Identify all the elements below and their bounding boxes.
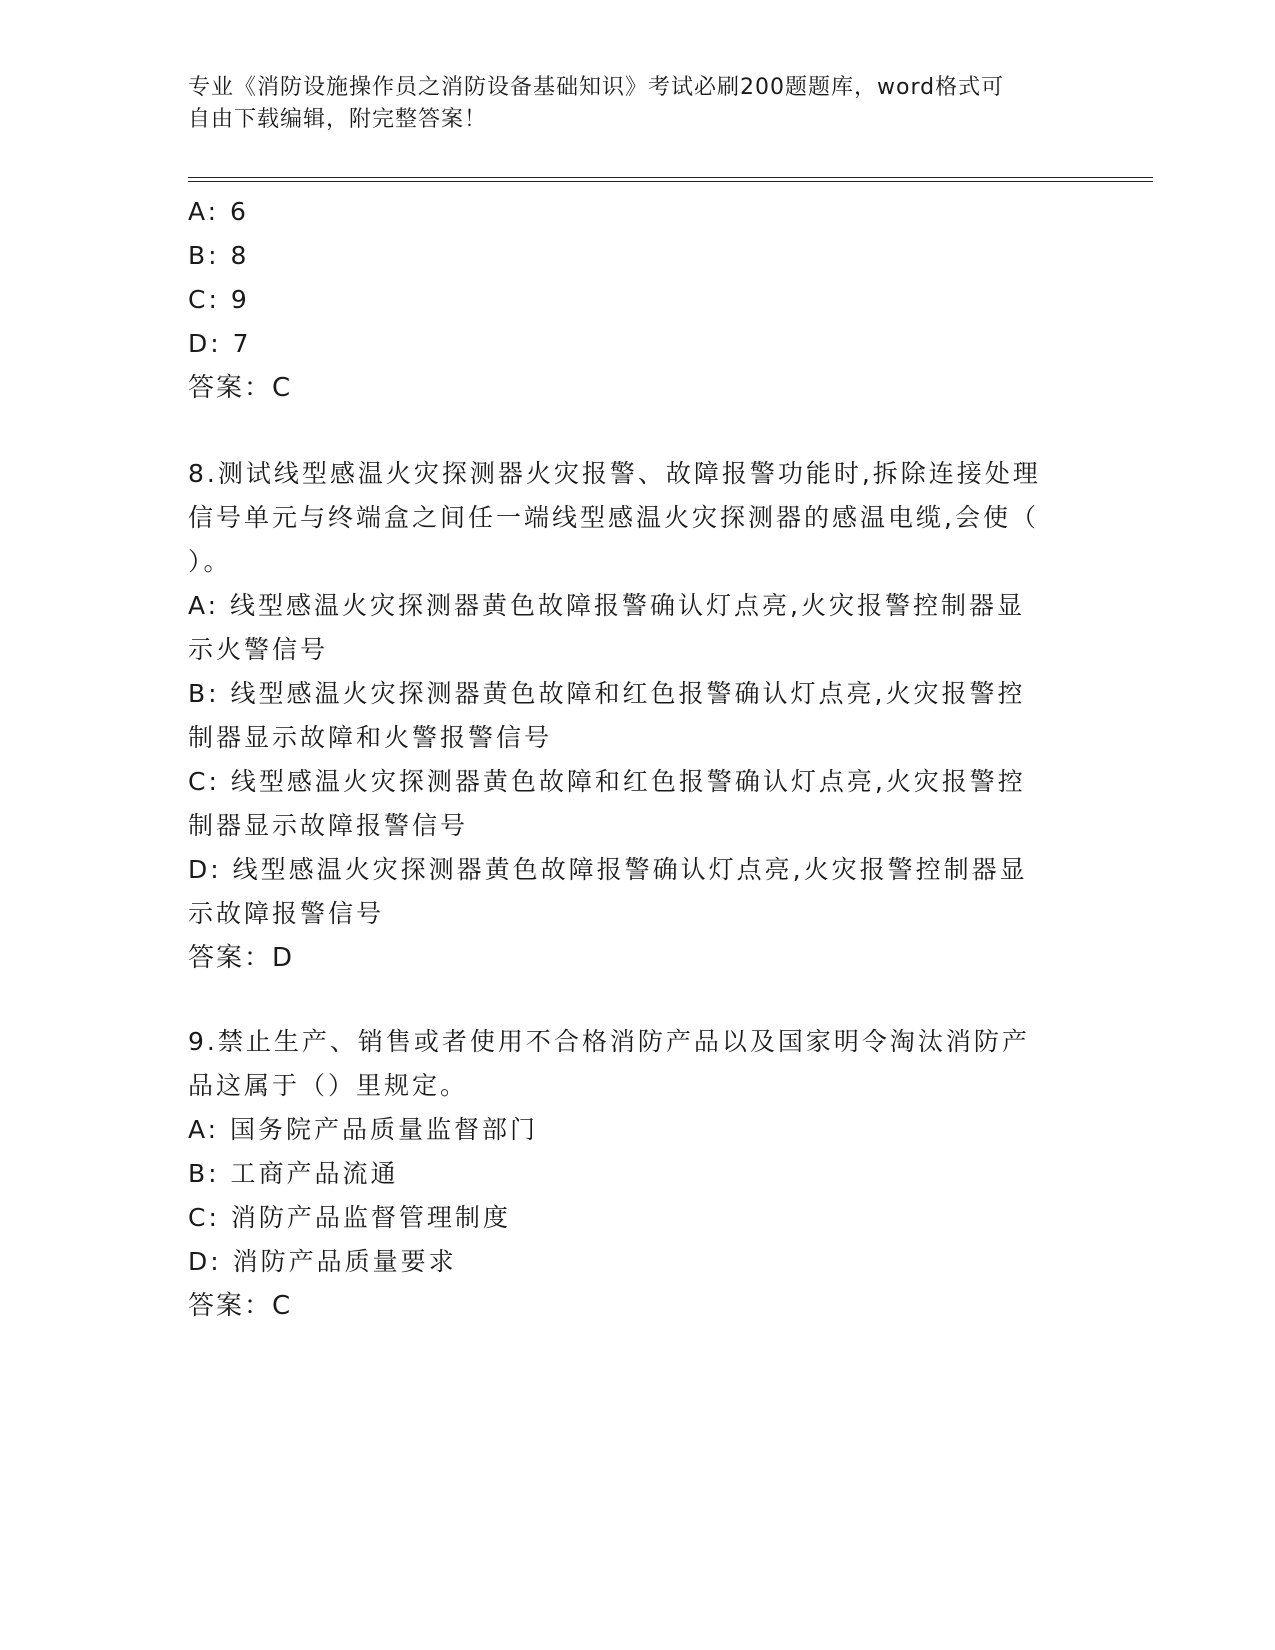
option-b-continued: 制器显示故障和火警报警信号 bbox=[188, 723, 553, 752]
option-c: C: 消防产品监督管理制度 bbox=[188, 1203, 511, 1232]
option-d-continued: 示故障报警信号 bbox=[188, 899, 385, 928]
option-d: D: 消防产品质量要求 bbox=[188, 1247, 457, 1276]
option-a: A: 线型感温火灾探测器黄色故障报警确认灯点亮,火灾报警控制器显 bbox=[188, 591, 1025, 620]
option-c: C: 9 bbox=[188, 285, 250, 314]
question-stem-line: 8.测试线型感温火灾探测器火灾报警、故障报警功能时,拆除连接处理 bbox=[188, 459, 1041, 488]
header-line-1: 专业《消防设施操作员之消防设备基础知识》考试必刷200题题库，word格式可 bbox=[188, 75, 1005, 100]
option-a-continued: 示火警信号 bbox=[188, 635, 329, 664]
question-stem-line: ）。 bbox=[188, 547, 232, 576]
header-line-2: 自由下载编辑，附完整答案！ bbox=[188, 107, 488, 132]
answer: 答案：C bbox=[188, 373, 293, 403]
header-rule-bottom bbox=[188, 181, 1153, 182]
document-header bbox=[188, 72, 1068, 136]
option-d: D: 7 bbox=[188, 329, 252, 358]
question-stem-line: 9.禁止生产、销售或者使用不合格消防产品以及国家明令淘汰消防产 bbox=[188, 1027, 1030, 1056]
option-b: B: 8 bbox=[188, 241, 250, 270]
option-c-continued: 制器显示故障报警信号 bbox=[188, 811, 469, 840]
question-stem-line: 信号单元与终端盒之间任一端线型感温火灾探测器的感温电缆,会使（ bbox=[188, 503, 1039, 532]
option-b: B: 线型感温火灾探测器黄色故障和红色报警确认灯点亮,火灾报警控 bbox=[188, 679, 1026, 708]
answer: 答案：D bbox=[188, 943, 295, 973]
option-c: C: 线型感温火灾探测器黄色故障和红色报警确认灯点亮,火灾报警控 bbox=[188, 767, 1026, 796]
option-a: A: 6 bbox=[188, 197, 249, 226]
question-stem-line: 品这属于（）里规定。 bbox=[188, 1071, 469, 1100]
header-rule-top bbox=[188, 177, 1153, 178]
option-a: A: 国务院产品质量监督部门 bbox=[188, 1115, 539, 1144]
option-b: B: 工商产品流通 bbox=[188, 1159, 399, 1188]
option-d: D: 线型感温火灾探测器黄色故障报警确认灯点亮,火灾报警控制器显 bbox=[188, 855, 1028, 884]
answer: 答案：C bbox=[188, 1291, 293, 1321]
